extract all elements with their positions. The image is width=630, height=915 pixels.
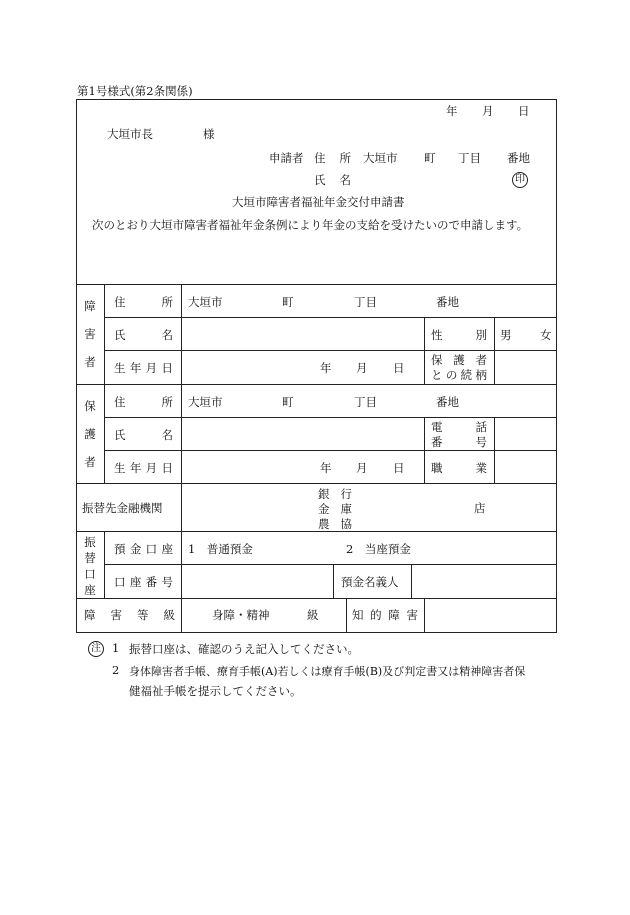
applicant-town: 町 [424, 151, 436, 165]
notes-mark: 注 [88, 640, 104, 657]
bank-type-nokyo: 農 協 [318, 517, 352, 531]
dp-sex-label: 性 別 [431, 328, 487, 342]
dp-address-banchi: 番地 [436, 295, 459, 309]
account-option-ordinary: 1 普通預金 [188, 542, 253, 556]
date-month: 月 [482, 104, 494, 118]
gd-address-label: 住 所 [114, 395, 173, 409]
rule-dp-1 [104, 317, 557, 318]
gd-address-banchi: 番地 [436, 395, 459, 409]
gd-birth-day: 日 [393, 461, 405, 475]
gd-phone-label-1: 電 話 [431, 420, 487, 434]
rule-group-col [104, 284, 105, 484]
disabled-person-group-label: 障 害 者 [84, 299, 96, 369]
disability-grade-value: 身障・精神 [212, 608, 270, 622]
rule-label-col [181, 284, 182, 598]
rule-dp-sexval-col [494, 317, 495, 384]
gd-birth-month: 月 [356, 461, 368, 475]
applicant-banchi: 番地 [507, 151, 530, 165]
dp-birth-day: 日 [393, 361, 405, 375]
rule-dp-sex-col [424, 317, 425, 384]
account-holder-label: 預金名義人 [341, 575, 399, 589]
note-2-text: 身体障害者手帳、療育手帳(A)若しくは療育手帳(B)及び判定書又は精神障害者保 [129, 665, 526, 678]
rule-intel-left [346, 598, 347, 633]
dp-address-city: 大垣市 [188, 295, 223, 309]
applicant-address-label: 住 所 [314, 151, 351, 165]
dp-address-town: 町 [282, 295, 294, 309]
rule-acct-bottom [76, 598, 557, 599]
rule-intel-right [424, 598, 425, 633]
dp-sex-male: 男 [500, 328, 512, 342]
dp-birth-month: 月 [356, 361, 368, 375]
gd-address-chome: 丁目 [354, 395, 377, 409]
addressee-sama: 様 [203, 127, 215, 141]
form-title: 大垣市障害者福祉年金交付申請書 [232, 195, 405, 209]
rule-gd-2 [104, 450, 557, 451]
applicant-city: 大垣市 [363, 151, 398, 165]
applicant-label: 申請者 [269, 151, 304, 165]
rule-holder-right [411, 564, 412, 598]
gd-occupation-label: 職 業 [431, 461, 487, 475]
account-option-current: 2 当座預金 [346, 542, 411, 556]
dp-relation-label-2: と の 続 柄 [431, 368, 487, 382]
rule-dp-2 [104, 350, 557, 351]
guardian-group-label: 保 護 者 [84, 399, 96, 469]
account-number-label: 口 座 番 号 [114, 575, 173, 589]
gd-name-label: 氏 名 [114, 428, 173, 442]
dp-address-chome: 丁目 [354, 295, 377, 309]
application-statement: 次のとおり大垣市障害者福祉年金条例により年金の支給を受けたいので申請します。 [92, 218, 529, 232]
bank-label: 振替先金融機関 [82, 501, 163, 515]
form-number: 第1号様式(第2条関係) [77, 84, 193, 98]
note-2-number: 2 [112, 663, 120, 677]
dp-birthdate-label: 生 年 月 日 [114, 361, 173, 375]
disability-grade-unit: 級 [307, 608, 319, 622]
account-type-label: 預 金 口 座 [114, 542, 173, 556]
date-year: 年 [446, 104, 458, 118]
dp-name-label: 氏 名 [114, 328, 173, 342]
addressee: 大垣市長 [107, 127, 153, 141]
dp-relation-label-1: 保 護 者 [431, 353, 487, 367]
rule-gd-1 [104, 417, 557, 418]
note-1-text: 振替口座は、確認のうえ記入してください。 [129, 642, 359, 656]
gd-address-city: 大垣市 [188, 395, 223, 409]
account-group-label: 振 替 口 座 [84, 535, 96, 597]
gd-phone-label-2: 番 号 [431, 435, 487, 449]
rule-gd-phone-col [424, 417, 425, 483]
gd-birthdate-label: 生 年 月 日 [114, 461, 173, 475]
rule-group-col-acct [104, 531, 105, 598]
dp-birth-year: 年 [320, 361, 332, 375]
rule-dp-bottom [76, 384, 557, 385]
rule-acct-1 [104, 564, 557, 565]
dp-address-label: 住 所 [114, 295, 173, 309]
seal-mark: 印 [512, 171, 528, 188]
bank-type-ginko: 銀 行 [318, 487, 352, 501]
bank-type-kinko: 金 庫 [318, 502, 352, 516]
rule-bank-bottom [76, 531, 557, 532]
date-day: 日 [518, 104, 530, 118]
gd-address-town: 町 [282, 395, 294, 409]
rule-gd-phoneval-col [494, 417, 495, 483]
rule-header-bottom [76, 284, 557, 285]
applicant-name-label: 氏 名 [314, 173, 351, 187]
rule-grade-col [181, 598, 182, 633]
rule-holder-left [333, 564, 334, 598]
bank-branch-suffix: 店 [474, 501, 486, 515]
rule-gd-bottom [76, 483, 557, 484]
gd-birth-year: 年 [320, 461, 332, 475]
intellectual-disability-label: 知 的 障 害 [352, 608, 418, 622]
note-1-number: 1 [112, 641, 120, 655]
applicant-chome: 丁目 [458, 151, 481, 165]
disability-grade-label: 障 害 等 級 [84, 608, 175, 622]
dp-sex-female: 女 [540, 328, 552, 342]
note-2-text-continued: 健福祉手帳を提示してください。 [129, 684, 302, 698]
